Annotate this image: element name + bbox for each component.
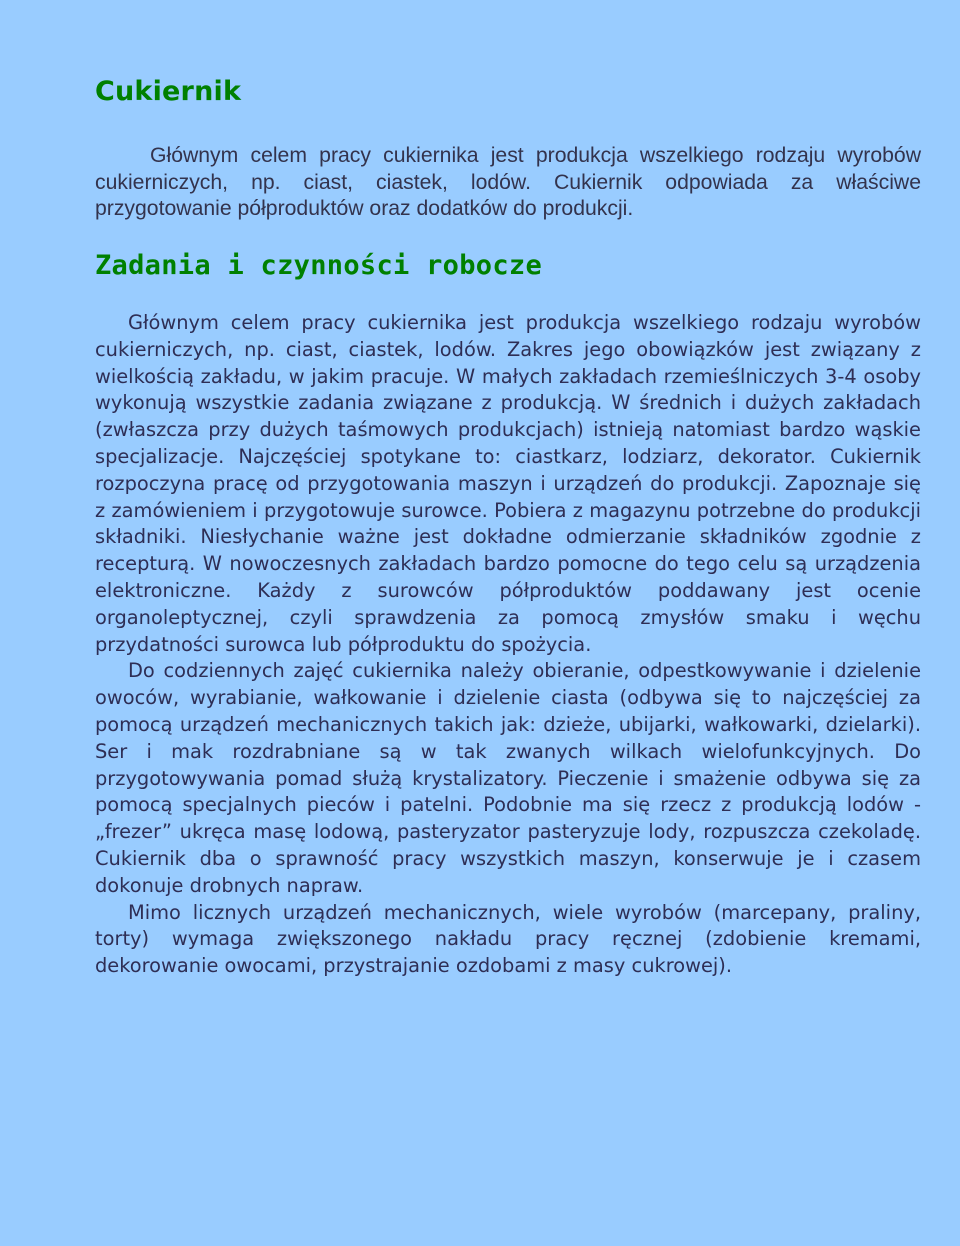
body-paragraph: Mimo licznych urządzeń mechanicznych, wiele wyrobów (marcepany, praliny, torty) wymaga zwiększonego nakładu pracy ręcznej (zdobienie kremami, dekorowanie owocami, przystrajanie ozdobami z masy cukrowej). [95, 900, 921, 978]
section-heading: Zadania i czynności robocze [95, 250, 542, 281]
section-body [95, 310, 921, 980]
body-paragraph: Do codziennych zajęć cukiernika należy obieranie, odpestkowywanie i dzielenie owoców, wyrabianie, wałkowanie i dzielenie ciasta (odbywa się to najczęściej za pomocą urządzeń mechanicznych takich jak: dzieże, ubijarki, wałkowarki, dzielarki). Ser i mak rozdrabniane są w tak zwanych wilkach wielofunkcyjnych. Do przygotowywania pomad służą krystalizatory. Pieczenie i smażenie odbywa się za pomocą specjalnych pieców i patelni. Podobnie ma się rzecz z produkcją lodów - „frezer” ukręca masę lodową, pasteryzator pasteryzuje lody, rozpuszcza czekoladę. Cukiernik dba o sprawność pracy wszystkich maszyn, konserwuje je i czasem dokonuje drobnych napraw. [95, 659, 921, 897]
body-paragraph: Głównym celem pracy cukiernika jest produkcja wszelkiego rodzaju wyrobów cukierniczych, np. ciast, ciastek, lodów. Zakres jego obowiązków jest związany z wielkością zakładu, w jakim pracuje. W małych zakładach rzemieślniczych 3-4 osoby wykonują wszystkie zadania związane z produkcją. W średnich i dużych zakładach (zwłaszcza przy dużych taśmowych produkcjach) istnieją natomiast bardzo wąskie specjalizacje. Najczęściej spotykane to: ciastkarz, lodziarz, dekorator. Cukiernik rozpoczyna pracę od przygotowania maszyn i urządzeń do produkcji. Zapoznaje się z zamówieniem i przygotowuje surowce. Pobiera z magazynu potrzebne do produkcji składniki. Niesłychanie ważne jest dokładne odmierzanie składników zgodnie z recepturą. W nowoczesnych zakładach bardzo pomocne do tego celu są urządzenia elektroniczne. Każdy z surowców półproduktów poddawany jest ocenie organoleptycznej, czyli sprawdzenia za pomocą zmysłów smaku i węchu przydatności surowca lub półproduktu do spożycia. [95, 311, 921, 656]
page-title: Cukiernik [95, 76, 242, 107]
intro-paragraph: Głównym celem pracy cukiernika jest produkcja wszelkiego rodzaju wyrobów cukierniczych, np. ciast, ciastek, lodów. Cukiernik odpowiada za właściwe przygotowanie półproduktów oraz dodatków do produkcji. [95, 144, 921, 220]
